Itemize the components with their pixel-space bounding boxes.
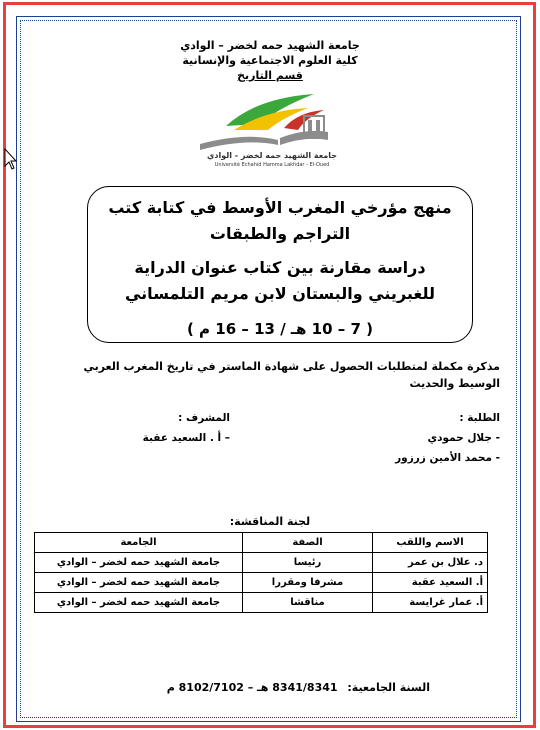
students-label: الطلبة : [459,412,500,424]
member-name: أ. السعيد عقبة [373,573,488,593]
logo-arabic-text: جامعة الشهيد حمه لخضر - الوادي [207,151,337,160]
supervisor-label: المشرف : [178,412,230,424]
table-row [35,573,488,593]
member-university: جامعة الشهيد حمه لخضر – الوادي [35,593,243,613]
memo-statement: مذكرة مكملة لمتطلبات الحصول على شهادة الماستر في تاريخ المغرب العربي الوسيط والحديث [83,360,500,390]
institution-header [60,38,480,83]
header-role: الصفة [243,533,373,553]
supervisor-name: – أ . السعيد عقبة [142,432,230,444]
students-block [300,408,500,468]
university-name: جامعة الشهيد حمه لخضر – الوادي [180,39,360,52]
member-name: أ. عمار غرايسة [373,593,488,613]
student-name: - محمد الأمين زرزور [395,452,500,464]
university-logo [186,88,356,168]
thesis-period: ( 7 – 10 هـ / 13 – 16 م ) [186,320,374,338]
table-header-row [35,533,488,553]
thesis-title: منهج مؤرخي المغرب الأوسط في كتابة كتب التراجم والطبقات [108,198,452,243]
department-name: قسم التاريخ [237,69,303,82]
supervisor-block [80,408,230,448]
thesis-subtitle: دراسة مقارنة بين كتاب عنوان الدراية للغبريني والبستان لابن مريم التلمساني [124,258,435,303]
mouse-pointer-icon [4,148,18,170]
academic-year-label: السنة الجامعية: [347,681,430,694]
member-university: جامعة الشهيد حمه لخضر – الوادي [35,553,243,573]
member-name: د. علال بن عمر [373,553,488,573]
member-university: جامعة الشهيد حمه لخضر – الوادي [35,573,243,593]
faculty-name: كلية العلوم الاجتماعية والإنسانية [182,54,358,67]
academic-year-value: 8341/8341 هـ – 8102/7102 م [166,681,338,694]
committee-table [34,532,488,613]
committee-title: لجنة المناقشة: [229,515,311,528]
header-university: الجامعة [35,533,243,553]
header-name: الاسم واللقب [373,533,488,553]
table-row [35,553,488,573]
thesis-title-box [87,186,473,343]
student-name: - جلال حمودي [427,432,500,444]
member-role: مناقشا [243,593,373,613]
table-row [35,593,488,613]
logo-latin-text: Université Echahid Hamma Lakhdar - El-Oued [214,162,330,168]
member-role: مشرفا ومقررا [243,573,373,593]
member-role: رئيسا [243,553,373,573]
academic-year [80,681,430,694]
